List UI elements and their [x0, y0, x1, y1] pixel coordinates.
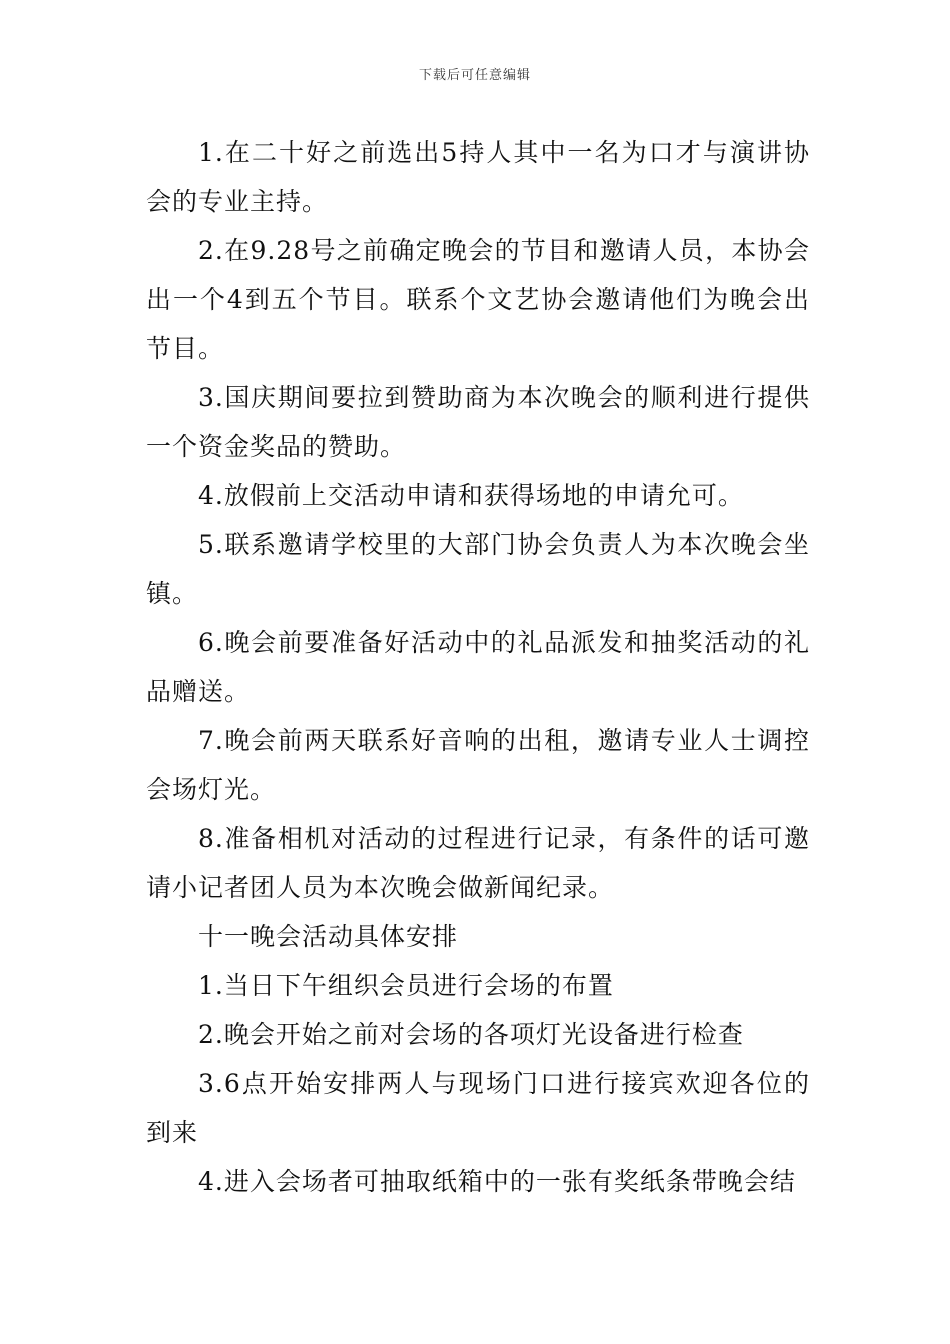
- schedule-item-2: 2.晚会开始之前对会场的各项灯光设备进行检查: [198, 1020, 744, 1049]
- paragraph-2: 2.在9.28号之前确定晚会的节目和邀请人员，本协会出一个4到五个节目。联系个文艺协会邀请他们为晚会出节目。: [146, 236, 810, 363]
- paragraph-7: 7.晚会前两天联系好音响的出租，邀请专业人士调控会场灯光。: [146, 726, 810, 804]
- paragraph-3: 3.国庆期间要拉到赞助商为本次晚会的顺利进行提供一个资金奖品的赞助。: [146, 383, 810, 461]
- schedule-item-3: 3.6点开始安排两人与现场门口进行接宾欢迎各位的到来: [146, 1069, 810, 1147]
- page-header: 下载后可任意编辑: [418, 68, 531, 83]
- paragraph-8: 8.准备相机对活动的过程进行记录，有条件的话可邀请小记者团人员为本次晚会做新闻纪录。: [146, 824, 810, 902]
- paragraph-5: 5.联系邀请学校里的大部门协会负责人为本次晚会坐镇。: [146, 530, 810, 608]
- paragraph-1: 1.在二十好之前选出5持人其中一名为口才与演讲协会的专业主持。: [146, 138, 810, 216]
- document-body: [146, 128, 810, 1206]
- paragraph-4: 4.放假前上交活动申请和获得场地的申请允可。: [198, 481, 744, 510]
- paragraph-6: 6.晚会前要准备好活动中的礼品派发和抽奖活动的礼品赠送。: [146, 628, 810, 706]
- section-heading: 十一晚会活动具体安排: [198, 922, 459, 951]
- schedule-item-1: 1.当日下午组织会员进行会场的布置: [198, 971, 614, 1000]
- schedule-item-4: 4.进入会场者可抽取纸箱中的一张有奖纸条带晚会结: [198, 1167, 796, 1196]
